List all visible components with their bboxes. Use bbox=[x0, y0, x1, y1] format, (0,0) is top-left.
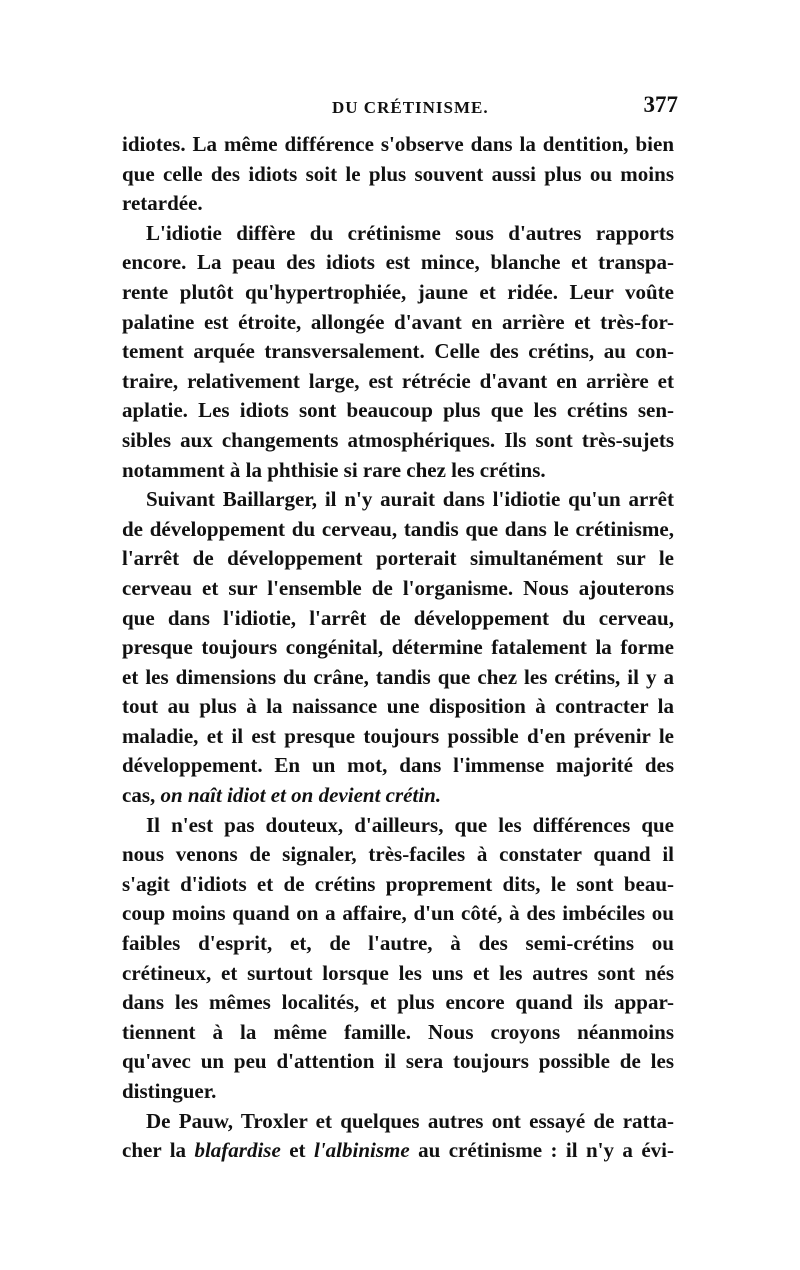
text-line: retardée. bbox=[122, 191, 203, 216]
text-line: que celle des idiots soit le plus souvent aussi plus ou moins bbox=[122, 161, 674, 186]
text-line: développement. En un mot, dans l'immense majorité des bbox=[122, 753, 674, 778]
running-title: DU CRÉTINISME. bbox=[332, 98, 489, 117]
text-line: encore. La peau des idiots est mince, blanche et transpa- bbox=[122, 250, 674, 275]
text-line: rente plutôt qu'hypertrophiée, jaune et ridée. Leur voûte bbox=[122, 279, 674, 304]
italic-phrase: on naît idiot et on devient crétin. bbox=[160, 783, 442, 808]
text-line: presque toujours congénital, détermine fatalement la forme bbox=[122, 635, 674, 660]
text-line: que dans l'idiotie, l'arrêt de développement du cerveau, bbox=[122, 605, 674, 630]
text-line: qu'avec un peu d'attention il sera toujours possible de les bbox=[122, 1049, 674, 1074]
text-line: s'agit d'idiots et de crétins proprement dits, le sont beau- bbox=[122, 871, 674, 896]
text-line: idiotes. La même différence s'observe dans la dentition, bien bbox=[122, 132, 674, 156]
paragraph-start: Suivant Baillarger, il n'y aurait dans l'idiotie qu'un arrêt bbox=[146, 487, 674, 512]
text-fragment: cher la bbox=[122, 1138, 187, 1163]
text-line: faibles d'esprit, et, de l'autre, à des semi-crétins ou bbox=[122, 931, 674, 956]
text-line: et les dimensions du crâne, tandis que chez les crétins, il y a bbox=[122, 664, 674, 689]
text-line: aplatie. Les idiots sont beaucoup plus que les crétins sen- bbox=[122, 398, 674, 423]
paragraph-start: Il n'est pas douteux, d'ailleurs, que les différences que bbox=[146, 812, 674, 837]
paragraph-start: L'idiotie diffère du crétinisme sous d'autres rapports bbox=[146, 220, 674, 245]
text-line: maladie, et il est presque toujours possible d'en prévenir le bbox=[122, 723, 674, 748]
text-line: crétineux, et surtout lorsque les uns et les autres sont nés bbox=[122, 960, 674, 985]
text-fragment: cas, bbox=[122, 783, 156, 808]
text-line: distinguer. bbox=[122, 1079, 217, 1103]
text-line bbox=[122, 1136, 674, 1166]
italic-term: blafardise bbox=[194, 1138, 281, 1163]
text-line: de développement du cerveau, tandis que dans le crétinisme, bbox=[122, 516, 674, 541]
text-fragment: et bbox=[289, 1138, 306, 1163]
text-line: palatine est étroite, allongée d'avant en arrière et très-for- bbox=[122, 309, 674, 334]
text-line: traire, relativement large, est rétrécie d'avant en arrière et bbox=[122, 368, 674, 393]
italic-term: l'albinisme bbox=[314, 1138, 410, 1163]
text-line: tement arquée transversalement. Celle des crétins, au con- bbox=[122, 339, 674, 364]
text-line: l'arrêt de développement porterait simultanément sur le bbox=[122, 546, 674, 571]
text-line: notamment à la phthisie si rare chez les crétins. bbox=[122, 457, 546, 482]
text-line: coup moins quand on a affaire, d'un côté, à des imbéciles ou bbox=[122, 901, 674, 926]
text-line: dans les mêmes localités, et plus encore quand ils appar- bbox=[122, 990, 674, 1015]
text-line: tout au plus à la naissance une disposition à contracter la bbox=[122, 694, 674, 719]
text-line bbox=[122, 781, 674, 811]
text-fragment: au crétinisme : il n'y a évi- bbox=[418, 1138, 675, 1163]
text-line: cerveau et sur l'ensemble de l'organisme. Nous ajouterons bbox=[122, 575, 674, 600]
paragraph-start: De Pauw, Troxler et quelques autres ont essayé de ratta- bbox=[146, 1108, 674, 1133]
page-number: 377 bbox=[643, 92, 678, 117]
text-line: nous venons de signaler, très-faciles à constater quand il bbox=[122, 842, 674, 867]
text-line: tiennent à la même famille. Nous croyons néanmoins bbox=[122, 1019, 674, 1044]
page-header bbox=[122, 92, 682, 122]
text-line: sibles aux changements atmosphériques. Ils sont très-sujets bbox=[122, 427, 674, 452]
page-body bbox=[122, 130, 674, 1166]
